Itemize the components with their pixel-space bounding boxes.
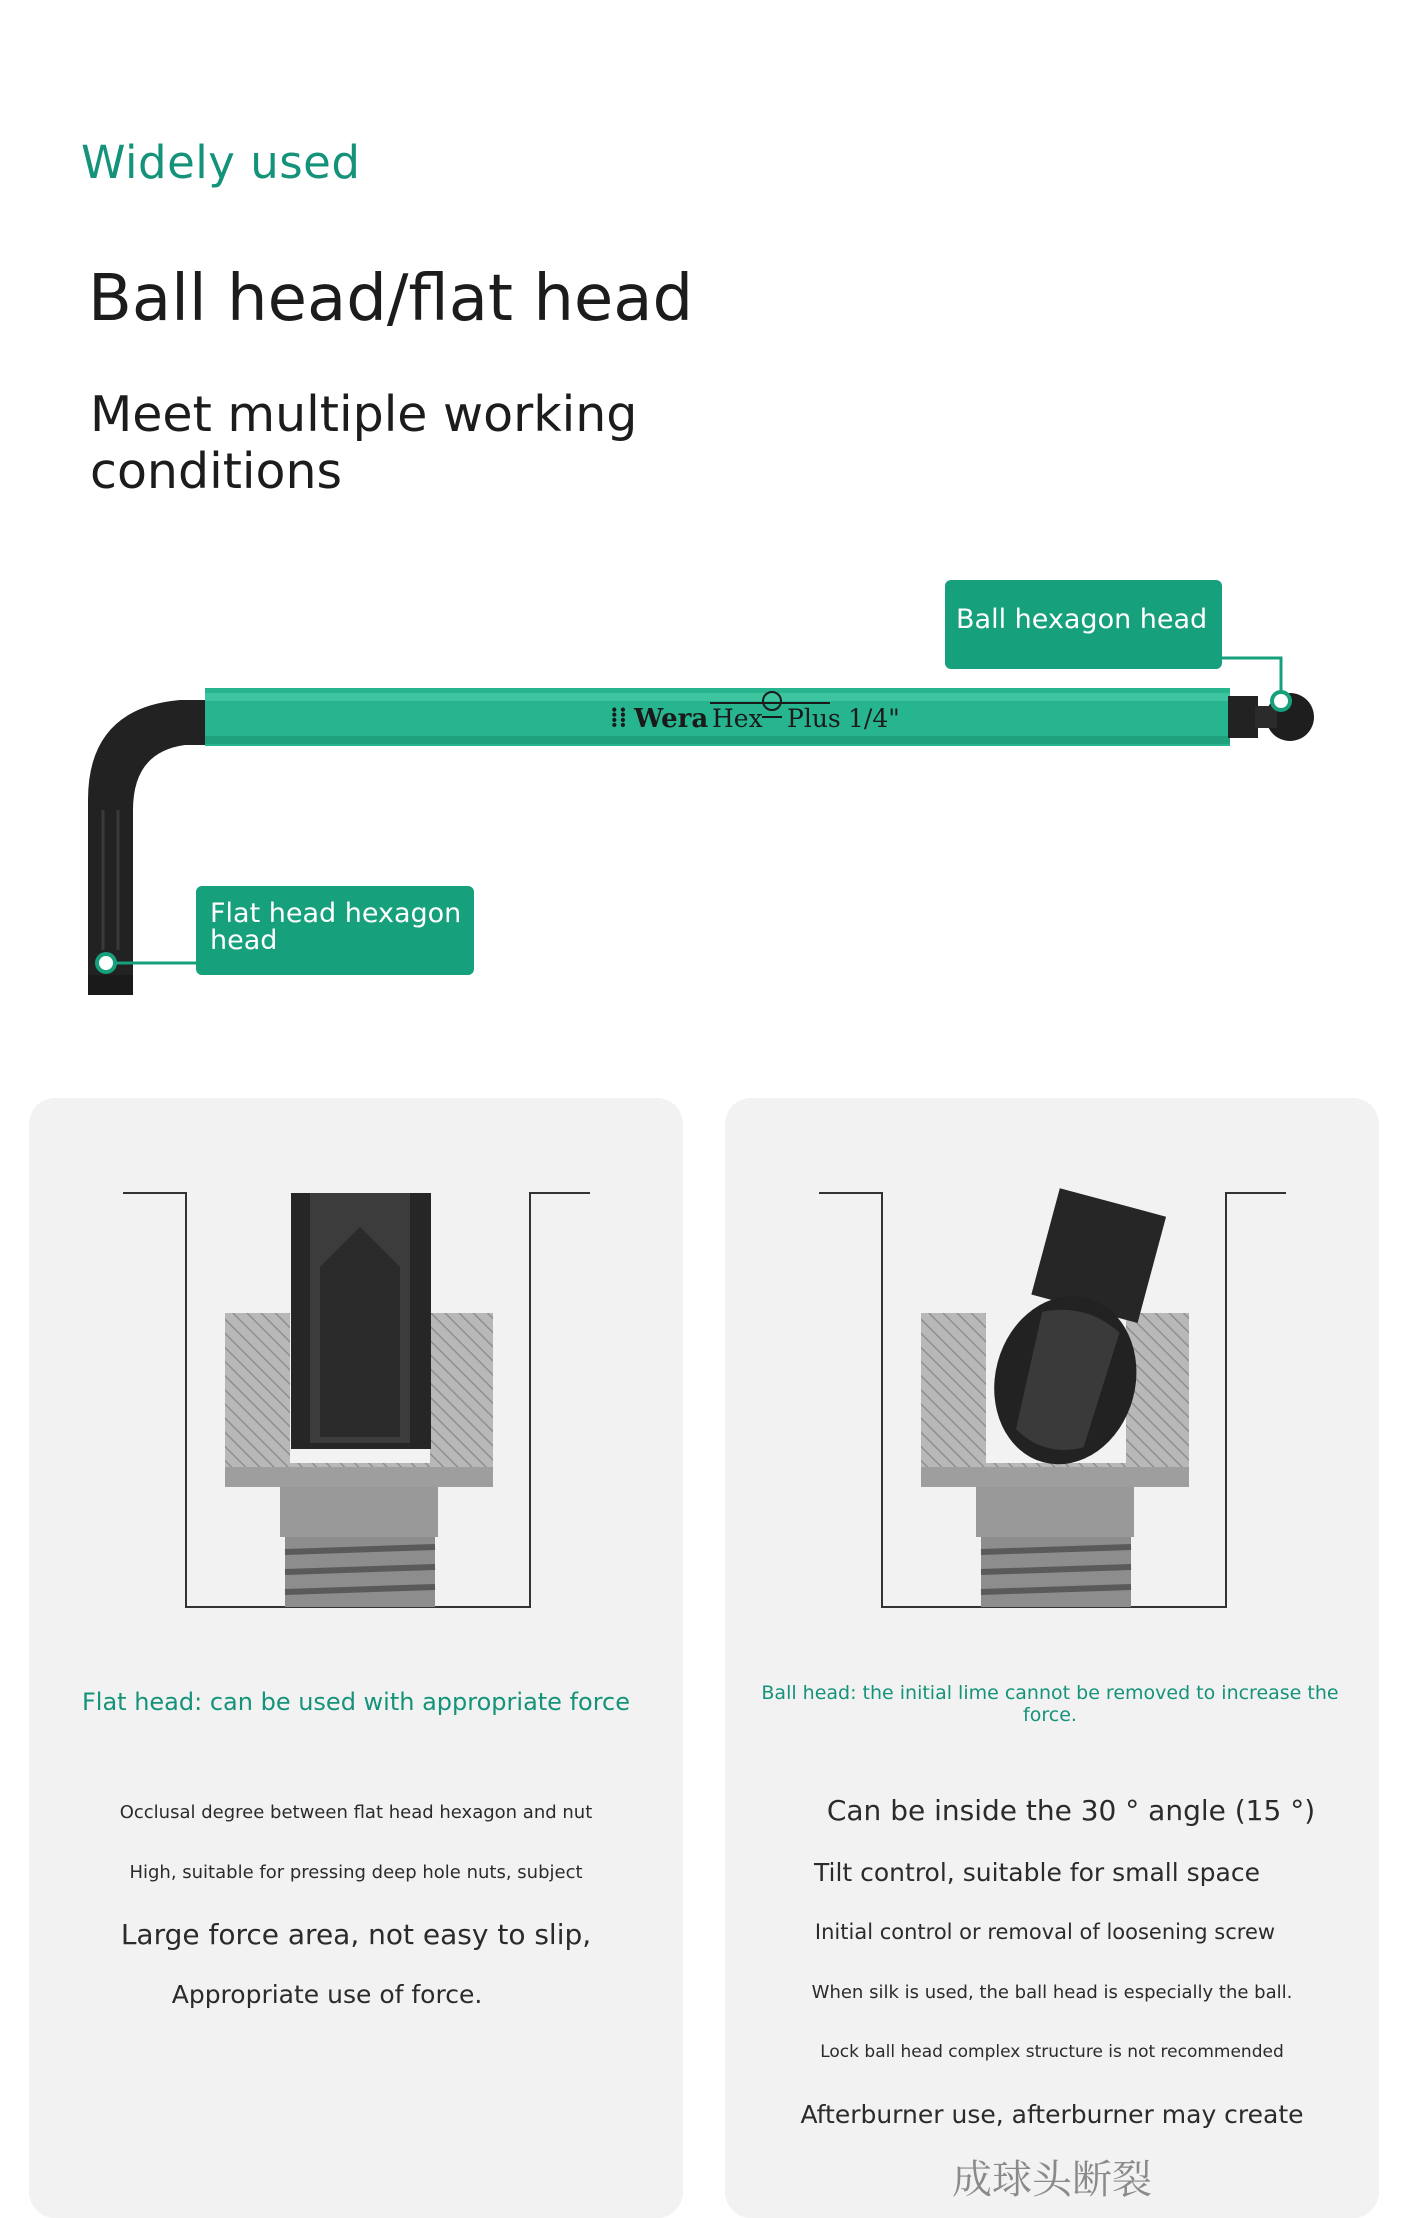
card1-line-3: Large force area, not easy to slip, [120,1918,592,1951]
wrench-brand-label: Wera [634,704,709,734]
card2-line-2: Tilt control, suitable for small space [814,1858,1260,1887]
card-title-ball-head: Ball head: the initial lime cannot be removed to increase the force. [761,1682,1339,1726]
page-subtitle: Meet multiple working conditions [90,386,638,500]
wrench-brand-mark: ⁞⁞ [610,703,628,733]
card2-line-6: Afterburner use, afterburner may create [800,2100,1304,2129]
wrench-model-hex: Hex [712,704,763,733]
wrench-short-arm [88,700,212,980]
card2-line-3: Initial control or removal of loosening screw [814,1920,1276,1944]
card2-line-5: Lock ball head complex structure is not recommended [820,2042,1284,2062]
wrench-model-plus: Plus [787,704,841,733]
callout-ball-head: Ball hexagon head [945,580,1222,669]
bolt-neck [976,1487,1134,1537]
section-eyebrow: Widely used [81,136,361,189]
wrench-flat-tip [88,975,133,995]
card2-cut-off-line: 成球头断裂 [952,2157,1152,2203]
card2-line-1: Can be inside the 30 ° angle (15 °) [826,1794,1316,1827]
bolt-neck [280,1487,438,1537]
card1-line-4: Appropriate use of force. [171,1980,483,2009]
card-title-flat-head: Flat head: can be used with appropriate force [81,1688,631,1716]
page-title: Ball head/flat head [88,262,694,336]
ball-head-diagram [816,1187,1286,1617]
card1-line-1: Occlusal degree between flat head hexagon and nut [119,1802,593,1823]
card1-line-2: High, suitable for pressing deep hole nuts, subject [129,1862,583,1883]
flat-head-diagram [120,1187,590,1617]
card2-line-4: When silk is used, the ball head is especially the ball. [811,1982,1293,2003]
wrench-size-label: 1/4" [848,704,900,733]
callout-flat-head: Flat head hexagon head [196,886,474,975]
